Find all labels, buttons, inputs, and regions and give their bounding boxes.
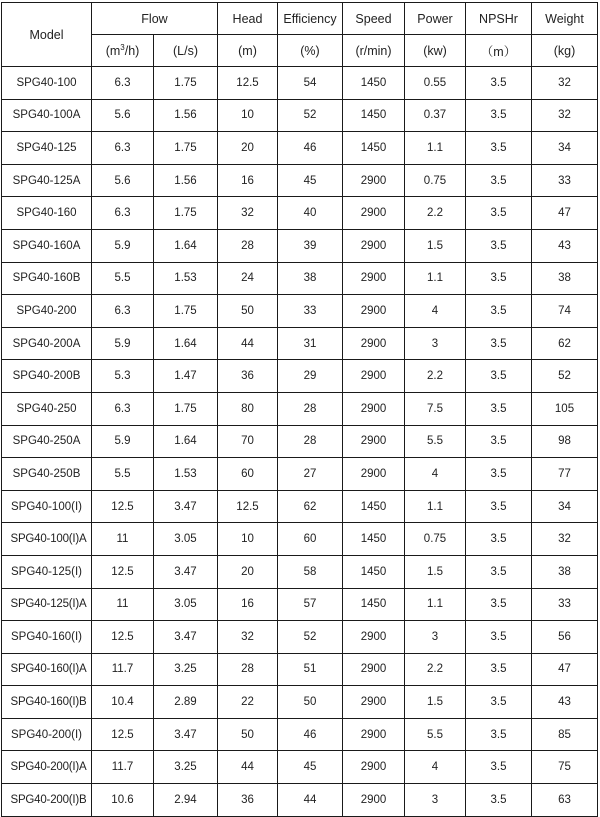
cell-speed: 2900	[343, 295, 405, 328]
table-row	[2, 262, 598, 295]
cell-head: 32	[218, 621, 278, 654]
cell-efficiency: 50	[278, 686, 343, 719]
unit-weight: (kg)	[532, 35, 598, 67]
cell-weight: 32	[532, 523, 598, 556]
cell-efficiency: 31	[278, 327, 343, 360]
cell-flow-m3h: 10.4	[92, 686, 154, 719]
cell-npshr: 3.5	[466, 686, 532, 719]
header-flow: Flow	[92, 3, 218, 35]
cell-npshr: 3.5	[466, 360, 532, 393]
cell-head: 44	[218, 327, 278, 360]
cell-npshr: 3.5	[466, 99, 532, 132]
cell-flow-ls: 3.47	[154, 621, 218, 654]
cell-flow-m3h: 5.6	[92, 164, 154, 197]
table-row	[2, 67, 598, 100]
cell-efficiency: 62	[278, 490, 343, 523]
cell-weight: 32	[532, 99, 598, 132]
table-row	[2, 197, 598, 230]
cell-flow-m3h: 5.9	[92, 327, 154, 360]
cell-flow-ls: 3.25	[154, 653, 218, 686]
cell-flow-ls: 3.47	[154, 490, 218, 523]
cell-npshr: 3.5	[466, 490, 532, 523]
cell-weight: 38	[532, 262, 598, 295]
cell-head: 16	[218, 588, 278, 621]
cell-power: 5.5	[405, 425, 466, 458]
cell-model: SPG40-100	[2, 67, 92, 100]
cell-power: 3	[405, 621, 466, 654]
cell-speed: 1450	[343, 132, 405, 165]
table-row	[2, 718, 598, 751]
cell-power: 2.2	[405, 653, 466, 686]
cell-flow-m3h: 6.3	[92, 67, 154, 100]
cell-npshr: 3.5	[466, 132, 532, 165]
cell-efficiency: 33	[278, 295, 343, 328]
table-row	[2, 751, 598, 784]
table-row	[2, 360, 598, 393]
cell-efficiency: 51	[278, 653, 343, 686]
cell-power: 0.75	[405, 523, 466, 556]
table-row	[2, 784, 598, 817]
cell-flow-ls: 1.64	[154, 327, 218, 360]
cell-head: 20	[218, 132, 278, 165]
cell-speed: 1450	[343, 588, 405, 621]
cell-model: SPG40-100(I)A	[2, 523, 92, 556]
cell-model: SPG40-100(I)	[2, 490, 92, 523]
cell-flow-ls: 1.75	[154, 392, 218, 425]
cell-npshr: 3.5	[466, 392, 532, 425]
unit-flow-ls: (L/s)	[154, 35, 218, 67]
cell-model: SPG40-160(I)A	[2, 653, 92, 686]
cell-flow-m3h: 5.9	[92, 425, 154, 458]
table-header	[2, 3, 598, 67]
cell-npshr: 3.5	[466, 523, 532, 556]
cell-npshr: 3.5	[466, 718, 532, 751]
unit-speed: (r/min)	[343, 35, 405, 67]
cell-efficiency: 52	[278, 99, 343, 132]
cell-efficiency: 28	[278, 392, 343, 425]
cell-flow-ls: 1.53	[154, 458, 218, 491]
cell-head: 44	[218, 751, 278, 784]
cell-flow-ls: 1.47	[154, 360, 218, 393]
cell-power: 1.1	[405, 490, 466, 523]
cell-speed: 2900	[343, 425, 405, 458]
cell-flow-m3h: 12.5	[92, 490, 154, 523]
cell-flow-ls: 1.64	[154, 425, 218, 458]
cell-speed: 2900	[343, 653, 405, 686]
cell-efficiency: 27	[278, 458, 343, 491]
header-row-titles	[2, 3, 598, 35]
unit-head: (m)	[218, 35, 278, 67]
cell-head: 22	[218, 686, 278, 719]
unit-flow-m3h-pre: (m	[105, 43, 121, 58]
cell-npshr: 3.5	[466, 588, 532, 621]
cell-npshr: 3.5	[466, 555, 532, 588]
table-row	[2, 621, 598, 654]
cell-speed: 2900	[343, 686, 405, 719]
cell-model: SPG40-125(I)A	[2, 588, 92, 621]
cell-power: 0.37	[405, 99, 466, 132]
cell-head: 12.5	[218, 490, 278, 523]
cell-speed: 2900	[343, 360, 405, 393]
cell-power: 4	[405, 295, 466, 328]
cell-npshr: 3.5	[466, 295, 532, 328]
cell-flow-ls: 2.94	[154, 784, 218, 817]
cell-npshr: 3.5	[466, 327, 532, 360]
cell-head: 28	[218, 229, 278, 262]
cell-model: SPG40-200(I)A	[2, 751, 92, 784]
cell-power: 1.5	[405, 686, 466, 719]
table-row	[2, 425, 598, 458]
cell-model: SPG40-250	[2, 392, 92, 425]
cell-weight: 77	[532, 458, 598, 491]
cell-weight: 98	[532, 425, 598, 458]
cell-flow-m3h: 11	[92, 588, 154, 621]
cell-flow-m3h: 11	[92, 523, 154, 556]
cell-speed: 2900	[343, 327, 405, 360]
cell-flow-m3h: 6.3	[92, 295, 154, 328]
cell-weight: 75	[532, 751, 598, 784]
table-row	[2, 458, 598, 491]
header-head: Head	[218, 3, 278, 35]
cell-flow-m3h: 10.6	[92, 784, 154, 817]
cell-head: 28	[218, 653, 278, 686]
cell-efficiency: 28	[278, 425, 343, 458]
cell-weight: 43	[532, 686, 598, 719]
header-weight: Weight	[532, 3, 598, 35]
cell-head: 12.5	[218, 67, 278, 100]
cell-efficiency: 54	[278, 67, 343, 100]
cell-weight: 43	[532, 229, 598, 262]
cell-speed: 2900	[343, 392, 405, 425]
cell-model: SPG40-160(I)	[2, 621, 92, 654]
cell-efficiency: 45	[278, 164, 343, 197]
cell-power: 0.55	[405, 67, 466, 100]
cell-speed: 1450	[343, 67, 405, 100]
cell-head: 50	[218, 718, 278, 751]
cell-model: SPG40-250A	[2, 425, 92, 458]
cell-power: 1.1	[405, 262, 466, 295]
header-efficiency: Efficiency	[278, 3, 343, 35]
cell-efficiency: 44	[278, 784, 343, 817]
cell-flow-ls: 1.56	[154, 164, 218, 197]
cell-power: 1.5	[405, 555, 466, 588]
table-row	[2, 295, 598, 328]
table-row	[2, 555, 598, 588]
pump-spec-table	[1, 2, 598, 817]
cell-npshr: 3.5	[466, 653, 532, 686]
cell-head: 20	[218, 555, 278, 588]
cell-weight: 47	[532, 197, 598, 230]
cell-model: SPG40-200B	[2, 360, 92, 393]
cell-speed: 2900	[343, 229, 405, 262]
cell-power: 1.1	[405, 588, 466, 621]
cell-flow-m3h: 6.3	[92, 132, 154, 165]
cell-speed: 1450	[343, 523, 405, 556]
cell-flow-m3h: 5.3	[92, 360, 154, 393]
cell-model: SPG40-200A	[2, 327, 92, 360]
cell-flow-m3h: 6.3	[92, 197, 154, 230]
table-body	[2, 67, 598, 817]
cell-flow-m3h: 12.5	[92, 555, 154, 588]
cell-speed: 1450	[343, 490, 405, 523]
table-row	[2, 653, 598, 686]
cell-power: 2.2	[405, 197, 466, 230]
cell-speed: 2900	[343, 262, 405, 295]
cell-flow-m3h: 5.6	[92, 99, 154, 132]
cell-model: SPG40-160	[2, 197, 92, 230]
cell-weight: 56	[532, 621, 598, 654]
cell-npshr: 3.5	[466, 751, 532, 784]
table-row	[2, 588, 598, 621]
cell-weight: 105	[532, 392, 598, 425]
cell-npshr: 3.5	[466, 197, 532, 230]
cell-efficiency: 40	[278, 197, 343, 230]
cell-flow-m3h: 11.7	[92, 751, 154, 784]
cell-npshr: 3.5	[466, 67, 532, 100]
cell-model: SPG40-125A	[2, 164, 92, 197]
table-row	[2, 164, 598, 197]
cell-speed: 2900	[343, 718, 405, 751]
cell-flow-m3h: 5.5	[92, 262, 154, 295]
cell-flow-ls: 1.75	[154, 132, 218, 165]
cell-flow-m3h: 5.9	[92, 229, 154, 262]
cell-flow-m3h: 12.5	[92, 718, 154, 751]
cell-power: 4	[405, 751, 466, 784]
cell-npshr: 3.5	[466, 262, 532, 295]
cell-flow-ls: 3.25	[154, 751, 218, 784]
cell-flow-m3h: 5.5	[92, 458, 154, 491]
cell-speed: 2900	[343, 164, 405, 197]
cell-model: SPG40-125(I)	[2, 555, 92, 588]
table-row	[2, 490, 598, 523]
cell-head: 24	[218, 262, 278, 295]
cell-efficiency: 46	[278, 718, 343, 751]
cell-head: 16	[218, 164, 278, 197]
unit-efficiency: (%)	[278, 35, 343, 67]
cell-flow-m3h: 6.3	[92, 392, 154, 425]
cell-flow-m3h: 11.7	[92, 653, 154, 686]
header-row-units	[2, 35, 598, 67]
table-row	[2, 523, 598, 556]
cell-efficiency: 46	[278, 132, 343, 165]
cell-head: 36	[218, 360, 278, 393]
cell-npshr: 3.5	[466, 229, 532, 262]
cell-weight: 34	[532, 132, 598, 165]
cell-head: 10	[218, 523, 278, 556]
cell-power: 3	[405, 327, 466, 360]
cell-weight: 62	[532, 327, 598, 360]
unit-flow-m3h	[92, 35, 154, 67]
table-row	[2, 99, 598, 132]
cell-power: 1.5	[405, 229, 466, 262]
unit-flow-m3h-post: /h)	[124, 43, 140, 58]
cell-head: 36	[218, 784, 278, 817]
cell-head: 80	[218, 392, 278, 425]
cell-weight: 85	[532, 718, 598, 751]
cell-weight: 52	[532, 360, 598, 393]
cell-speed: 2900	[343, 621, 405, 654]
cell-weight: 38	[532, 555, 598, 588]
cell-npshr: 3.5	[466, 164, 532, 197]
header-power: Power	[405, 3, 466, 35]
cell-model: SPG40-160(I)B	[2, 686, 92, 719]
cell-power: 1.1	[405, 132, 466, 165]
cell-weight: 47	[532, 653, 598, 686]
cell-power: 0.75	[405, 164, 466, 197]
cell-flow-ls: 3.47	[154, 718, 218, 751]
cell-model: SPG40-200	[2, 295, 92, 328]
cell-efficiency: 45	[278, 751, 343, 784]
table-row	[2, 392, 598, 425]
cell-speed: 1450	[343, 555, 405, 588]
cell-efficiency: 58	[278, 555, 343, 588]
cell-efficiency: 39	[278, 229, 343, 262]
cell-speed: 2900	[343, 751, 405, 784]
cell-speed: 2900	[343, 197, 405, 230]
cell-head: 70	[218, 425, 278, 458]
cell-power: 5.5	[405, 718, 466, 751]
cell-weight: 32	[532, 67, 598, 100]
cell-flow-ls: 3.05	[154, 588, 218, 621]
cell-power: 4	[405, 458, 466, 491]
table-row	[2, 132, 598, 165]
unit-flow-m3h-sup: 3	[120, 42, 125, 52]
cell-model: SPG40-160B	[2, 262, 92, 295]
cell-flow-ls: 2.89	[154, 686, 218, 719]
header-model: Model	[2, 3, 92, 67]
cell-efficiency: 57	[278, 588, 343, 621]
cell-flow-ls: 1.75	[154, 67, 218, 100]
cell-flow-ls: 1.56	[154, 99, 218, 132]
cell-speed: 1450	[343, 99, 405, 132]
cell-model: SPG40-125	[2, 132, 92, 165]
cell-flow-ls: 3.05	[154, 523, 218, 556]
cell-flow-ls: 1.75	[154, 295, 218, 328]
cell-npshr: 3.5	[466, 784, 532, 817]
cell-head: 50	[218, 295, 278, 328]
cell-model: SPG40-160A	[2, 229, 92, 262]
cell-head: 10	[218, 99, 278, 132]
cell-efficiency: 38	[278, 262, 343, 295]
cell-flow-ls: 1.53	[154, 262, 218, 295]
cell-weight: 63	[532, 784, 598, 817]
cell-npshr: 3.5	[466, 425, 532, 458]
cell-efficiency: 29	[278, 360, 343, 393]
header-npshr: NPSHr	[466, 3, 532, 35]
cell-power: 7.5	[405, 392, 466, 425]
cell-power: 3	[405, 784, 466, 817]
cell-efficiency: 52	[278, 621, 343, 654]
cell-flow-ls: 1.64	[154, 229, 218, 262]
cell-model: SPG40-250B	[2, 458, 92, 491]
cell-head: 32	[218, 197, 278, 230]
cell-efficiency: 60	[278, 523, 343, 556]
cell-weight: 34	[532, 490, 598, 523]
cell-npshr: 3.5	[466, 458, 532, 491]
table-row	[2, 327, 598, 360]
table-row	[2, 229, 598, 262]
unit-npshr: （m）	[466, 35, 532, 67]
cell-weight: 74	[532, 295, 598, 328]
header-speed: Speed	[343, 3, 405, 35]
cell-npshr: 3.5	[466, 621, 532, 654]
cell-model: SPG40-200(I)B	[2, 784, 92, 817]
cell-speed: 2900	[343, 784, 405, 817]
cell-model: SPG40-200(I)	[2, 718, 92, 751]
cell-speed: 2900	[343, 458, 405, 491]
unit-power: (kw)	[405, 35, 466, 67]
cell-head: 60	[218, 458, 278, 491]
cell-flow-m3h: 12.5	[92, 621, 154, 654]
cell-flow-ls: 1.75	[154, 197, 218, 230]
cell-model: SPG40-100A	[2, 99, 92, 132]
cell-power: 2.2	[405, 360, 466, 393]
table-row	[2, 686, 598, 719]
cell-weight: 33	[532, 588, 598, 621]
cell-flow-ls: 3.47	[154, 555, 218, 588]
cell-weight: 33	[532, 164, 598, 197]
